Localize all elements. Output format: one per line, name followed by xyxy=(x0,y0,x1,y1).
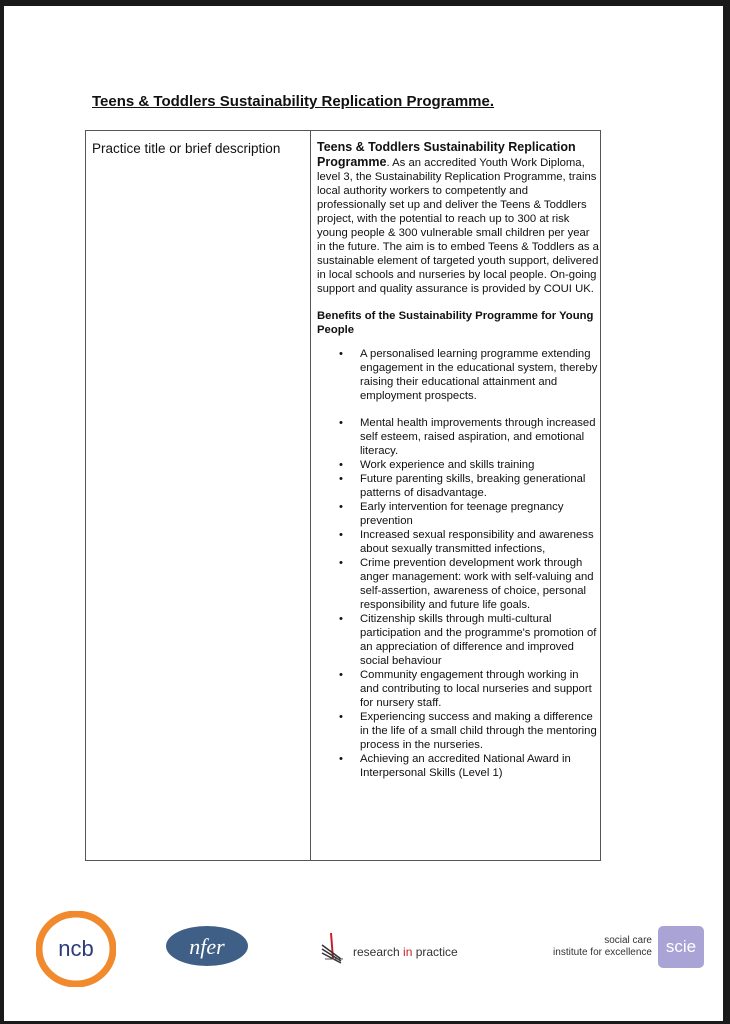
partner-logos xyxy=(4,901,723,991)
bullet: • xyxy=(339,613,343,625)
bullet: • xyxy=(339,501,343,513)
nfer-logo xyxy=(164,923,250,969)
bullet: • xyxy=(339,669,343,681)
bullet: • xyxy=(339,473,343,485)
benefits-list xyxy=(317,347,599,780)
intro-paragraph xyxy=(317,140,599,296)
practice-description xyxy=(317,140,599,780)
ncb-logo xyxy=(36,911,116,987)
benefits-heading: Benefits of the Sustainability Programme for Young People xyxy=(317,310,594,336)
scie-badge: scie xyxy=(658,926,704,968)
benefit-item: • Increased sexual responsibility and awareness about sexually transmitted infections, xyxy=(339,529,594,555)
bullet: • xyxy=(339,711,343,723)
benefit-item: • Mental health improvements through increased self esteem, raised aspiration, and emotional literacy. xyxy=(339,417,596,457)
scie-line-2: institute for excellence xyxy=(553,947,652,958)
benefit-item: • Community engagement through working in and contributing to local nurseries and support for nursery staff. xyxy=(339,669,592,709)
benefit-item: • Early intervention for teenage pregnancy prevention xyxy=(339,501,564,527)
intro-text: . As an accredited Youth Work Diploma, level 3, the Sustainability Replication Programme, trains local authority workers to competently and professionally set up and deliver the Teens & Toddlers project, with the potential to reach up to 300 at risk young people & 300 vulnerable small children per year in the future. The aim is to embed Teens & Toddlers as a sustainable element of targeted youth support, delivered in local schools and nurseries by local people. On-going support and quality assurance is provided by COUI UK. xyxy=(317,157,599,295)
rip-logo-text: research in practice xyxy=(353,945,458,959)
nfer-logo-text: nfer xyxy=(189,934,225,959)
benefit-item: • Crime prevention development work through anger management: work with self-valuing and self-assertion, awareness of choice, personal responsibility and future life goals. xyxy=(339,557,594,611)
ncb-logo-text: ncb xyxy=(58,936,94,961)
bullet: • xyxy=(339,753,343,765)
bullet: • xyxy=(339,417,343,429)
benefit-item: • Experiencing success and making a difference in the life of a small child through the mentoring process in the nurseries. xyxy=(339,711,597,751)
programme-name: Teens & Toddlers Sustainability Replication Programme xyxy=(317,140,576,169)
document-page xyxy=(4,6,723,1021)
benefit-item: • Citizenship skills through multi-cultural participation and the programme's promotion of an appreciation of difference and improved social behaviour xyxy=(339,613,597,667)
scie-logo xyxy=(534,926,714,970)
scie-line-1: social care xyxy=(604,935,652,946)
rip-mark-icon xyxy=(322,933,343,963)
research-in-practice-logo xyxy=(319,929,479,969)
practice-table xyxy=(85,130,601,861)
bullet: • xyxy=(339,529,343,541)
benefit-item: • A personalised learning programme extending engagement in the educational system, thereby raising their educational attainment and employment prospects. xyxy=(339,348,598,402)
benefit-item: • Achieving an accredited National Award in Interpersonal Skills (Level 1) xyxy=(339,753,571,779)
bullet: • xyxy=(339,348,343,360)
benefit-item: • Future parenting skills, breaking generational patterns of disadvantage. xyxy=(339,473,586,499)
bullet: • xyxy=(339,459,343,471)
document-title: Teens & Toddlers Sustainability Replication Programme. xyxy=(92,93,495,110)
bullet: • xyxy=(339,557,343,569)
practice-title-label: Practice title or brief description xyxy=(92,141,281,156)
column-divider xyxy=(310,131,311,860)
benefit-item: • Work experience and skills training xyxy=(339,459,535,471)
